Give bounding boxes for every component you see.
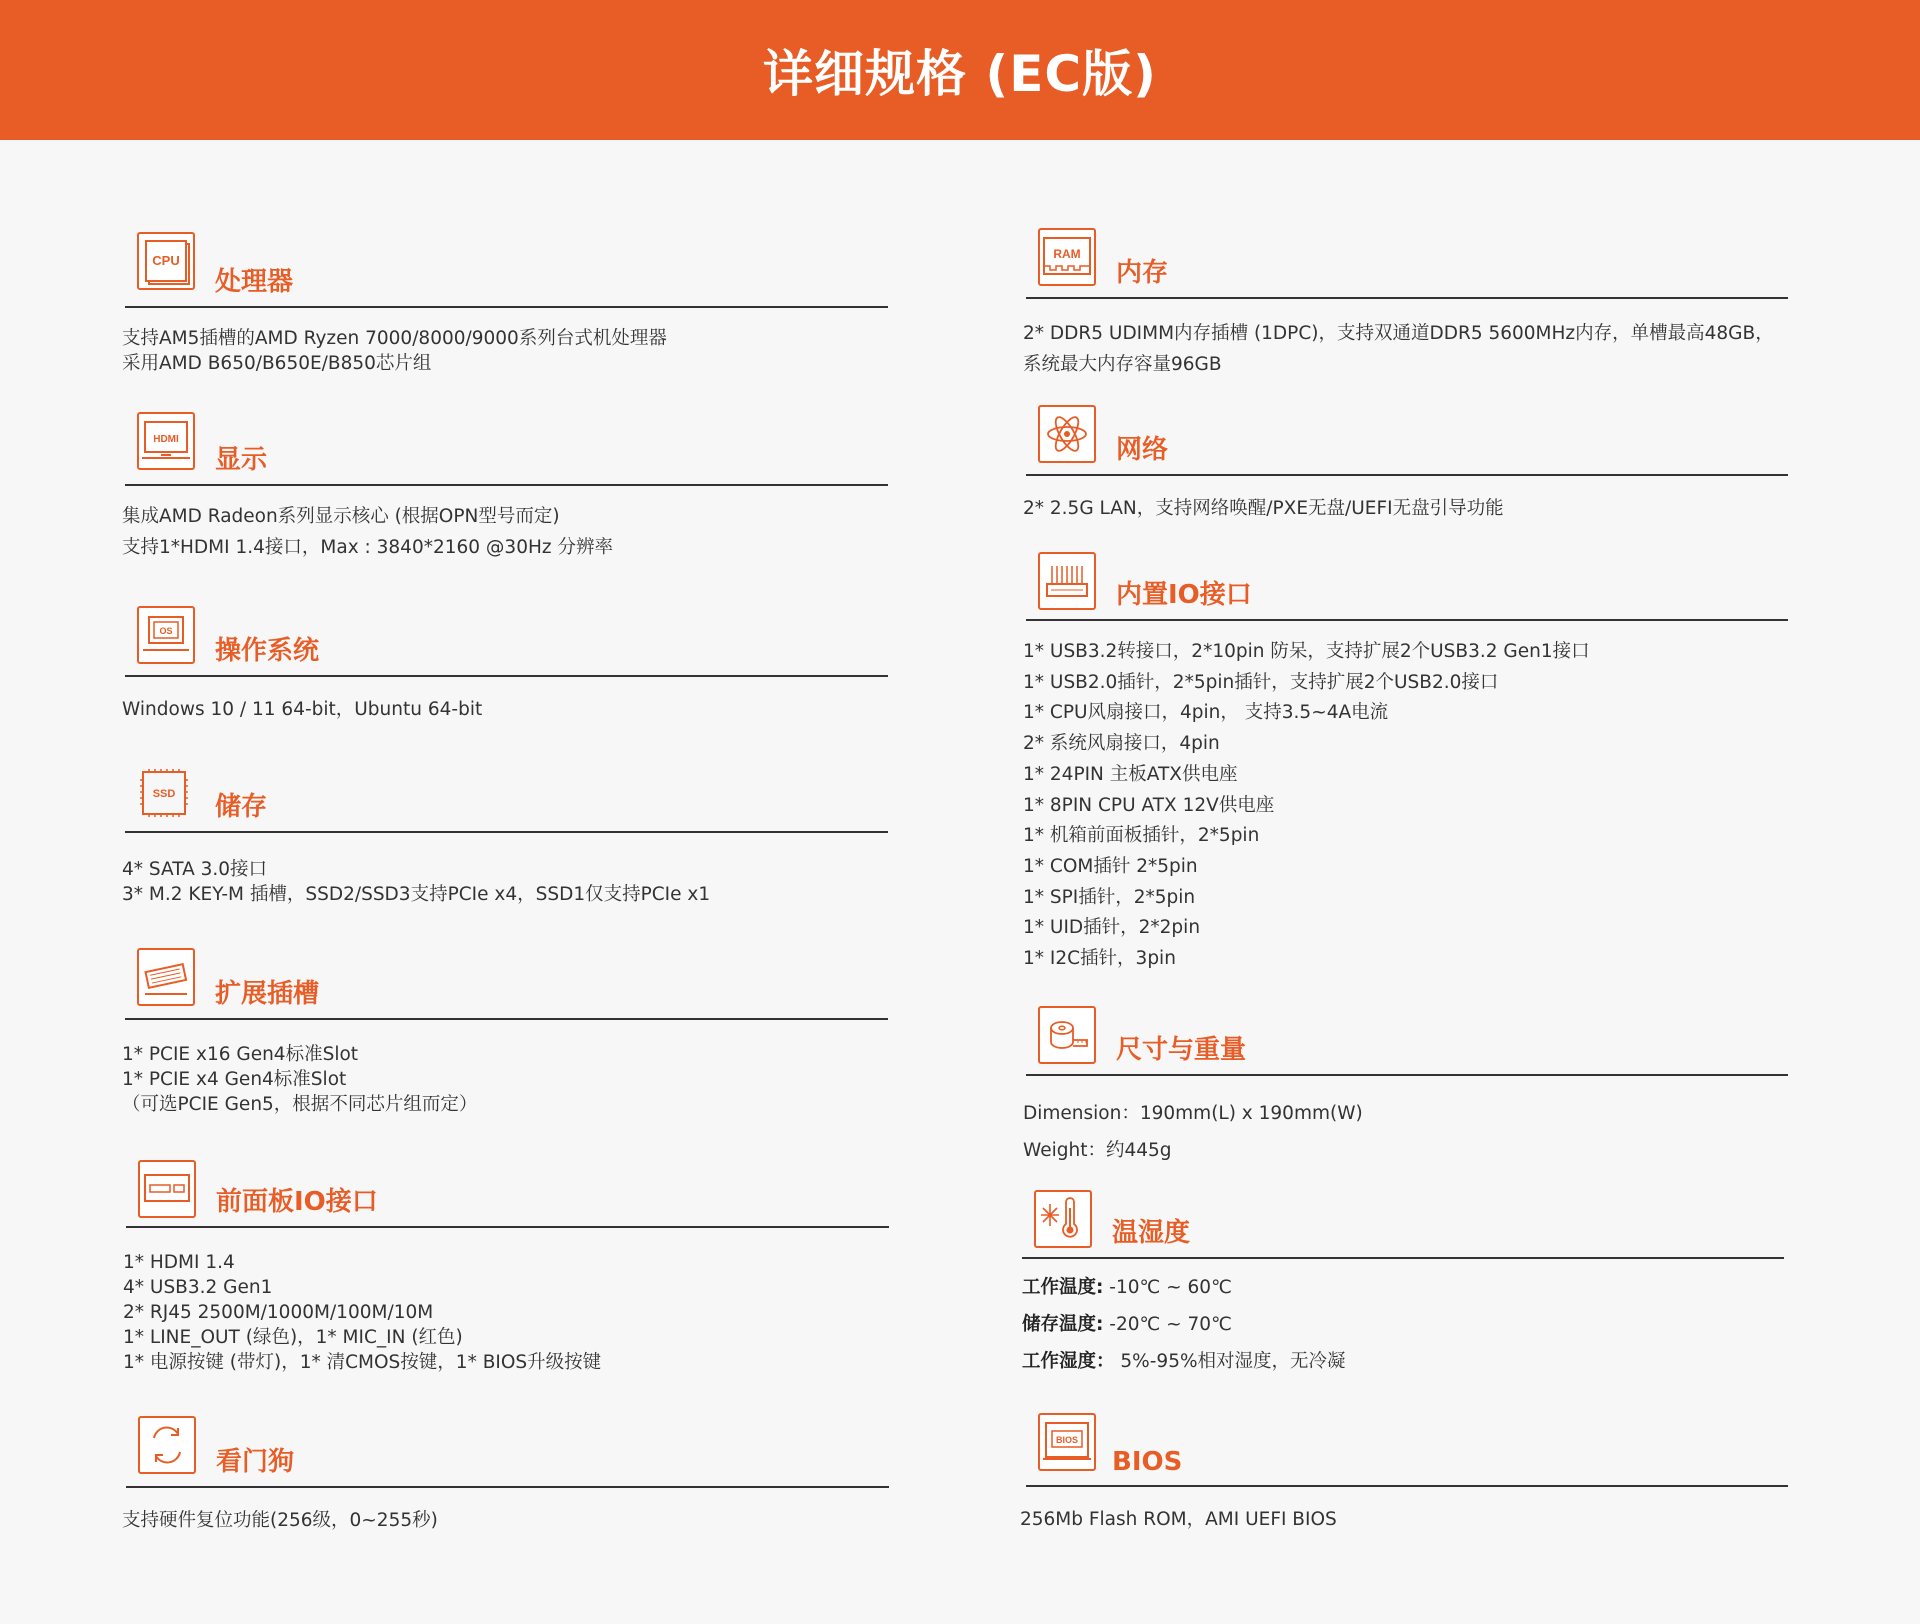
- network-atom-icon: [1038, 405, 1096, 463]
- spec-line: 2* RJ45 2500M/1000M/100M/10M: [123, 1302, 434, 1323]
- svg-text:BIOS: BIOS: [1055, 1435, 1079, 1445]
- ram-icon: [1038, 228, 1096, 286]
- spec-line: 1* PCIE x16 Gen4标准Slot: [122, 1044, 359, 1065]
- page-title: 详细规格 (EC版): [763, 45, 1157, 103]
- section-title-environment: 温湿度: [1112, 1218, 1191, 1248]
- env-row: [1022, 1306, 1784, 1343]
- section-title-cpu: 处理器: [215, 267, 294, 297]
- section-memory: [1023, 228, 1788, 380]
- spec-line: 4* SATA 3.0接口: [122, 859, 268, 880]
- spec-line: 1* 电源按键 (带灯)，1* 清CMOS按键，1* BIOS升级按键: [123, 1352, 602, 1373]
- spec-line: 1* HDMI 1.4: [123, 1252, 235, 1273]
- env-label: 工作湿度：: [1022, 1351, 1115, 1372]
- section-expansion: [122, 948, 888, 1117]
- spec-line: 系统最大内存容量96GB: [1023, 353, 1222, 375]
- section-body: [1023, 637, 1788, 975]
- spec-line: 2* DDR5 UDIMM内存插槽 (1DPC)，支持双通道DDR5 5600MHz内存，单槽最高48GB，: [1023, 323, 1774, 344]
- section-body: [122, 326, 888, 376]
- section-body: [123, 1250, 889, 1375]
- env-label: 工作温度:: [1022, 1277, 1104, 1298]
- svg-text:CPU: CPU: [152, 253, 180, 268]
- svg-text:OS: OS: [159, 626, 173, 636]
- section-dimensions: [1023, 1006, 1788, 1169]
- section-body: [1020, 1507, 1788, 1532]
- ssd-chip-icon: [137, 766, 195, 824]
- env-label: 储存温度:: [1022, 1314, 1104, 1335]
- section-body: [122, 1042, 888, 1117]
- section-header: [125, 606, 888, 677]
- section-title-storage: 储存: [215, 792, 268, 822]
- env-value: 5%-95%相对湿度，无冷凝: [1114, 1351, 1346, 1372]
- section-body: [1022, 1269, 1784, 1380]
- section-body: [122, 1508, 889, 1533]
- section-network: [1023, 405, 1788, 521]
- section-title-os: 操作系统: [215, 636, 320, 666]
- section-storage: [122, 766, 888, 907]
- section-header: [126, 1160, 889, 1228]
- thermometer-snowflake-icon: [1034, 1190, 1092, 1248]
- spec-line: 1* COM插针 2*5pin: [1023, 855, 1198, 877]
- section-internal-io: [1023, 552, 1788, 975]
- spec-line: 1* LINE_OUT (绿色)，1* MIC_IN (红色): [123, 1327, 463, 1348]
- spec-line: 1* I2C插针，3pin: [1023, 948, 1176, 970]
- section-title-expansion: 扩展插槽: [215, 979, 320, 1009]
- section-header: [1026, 1006, 1788, 1076]
- section-body: [122, 857, 888, 907]
- section-header: [125, 766, 888, 833]
- section-body: [122, 697, 888, 722]
- spec-line: Dimension：190mm(L) x 190mm(W): [1023, 1103, 1363, 1124]
- svg-text:HDMI: HDMI: [153, 434, 179, 445]
- section-environment: [1022, 1190, 1784, 1380]
- section-title-front-io: 前面板IO接口: [216, 1187, 378, 1217]
- section-body: [1023, 496, 1788, 521]
- expansion-card-icon: [137, 948, 195, 1006]
- spec-line: 集成AMD Radeon系列显示核心 (根据OPN型号而定): [122, 506, 560, 527]
- section-front-io: [123, 1160, 889, 1375]
- section-title-memory: 内存: [1116, 258, 1169, 288]
- spec-line: Weight：约445g: [1023, 1140, 1172, 1161]
- page-header: [0, 0, 1920, 140]
- section-header: [1026, 405, 1788, 476]
- spec-line: （可选PCIE Gen5，根据不同芯片组而定）: [122, 1094, 478, 1115]
- spec-line: Windows 10 / 11 64-bit，Ubuntu 64-bit: [122, 699, 483, 720]
- section-os: [122, 606, 888, 722]
- svg-text:SSD: SSD: [152, 788, 176, 800]
- spec-line: 支持AM5插槽的AMD Ryzen 7000/8000/9000系列台式机处理器: [122, 328, 667, 349]
- spec-line: 4* USB3.2 Gen1: [123, 1277, 273, 1298]
- section-title-watchdog: 看门狗: [216, 1447, 295, 1477]
- section-bios: [1020, 1413, 1788, 1532]
- spec-line: 3* M.2 KEY-M 插槽，SSD2/SSD3支持PCIe x4，SSD1仅支持PCIe x1: [122, 884, 711, 905]
- section-body: [1023, 1095, 1788, 1169]
- spec-line: 1* 机箱前面板插针，2*5pin: [1023, 825, 1260, 847]
- spec-line: 2* 系统风扇接口，4pin: [1023, 733, 1220, 755]
- spec-line: 1* CPU风扇接口，4pin， 支持3.5~4A电流: [1023, 702, 1389, 724]
- spec-line: 1* 8PIN CPU ATX 12V供电座: [1023, 794, 1275, 816]
- spec-line: 256Mb Flash ROM，AMI UEFI BIOS: [1020, 1509, 1337, 1530]
- section-header: [1026, 228, 1788, 299]
- spec-line: 采用AMD B650/B650E/B850芯片组: [122, 353, 432, 374]
- spec-line: 支持1*HDMI 1.4接口，Max : 3840*2160 @30Hz 分辨率: [122, 537, 613, 558]
- spec-line: 1* USB3.2转接口，2*10pin 防呆，支持扩展2个USB3.2 Gen1接口: [1023, 641, 1590, 662]
- section-header: [1026, 1413, 1788, 1487]
- env-value: -10℃ ~ 60℃: [1103, 1277, 1232, 1298]
- spec-line: 1* SPI插针，2*5pin: [1023, 886, 1196, 908]
- section-header: [125, 232, 888, 308]
- section-body: [1023, 319, 1788, 380]
- section-title-dimensions: 尺寸与重量: [1116, 1035, 1247, 1065]
- section-body: [122, 501, 888, 563]
- section-cpu: [122, 232, 888, 376]
- hdmi-monitor-icon: [137, 412, 195, 470]
- svg-text:RAM: RAM: [1053, 247, 1081, 261]
- section-header: [1026, 552, 1788, 621]
- section-title-network: 网络: [1116, 435, 1169, 465]
- section-title-internal-io: 内置IO接口: [1116, 580, 1252, 610]
- spec-line: 2* 2.5G LAN，支持网络唤醒/PXE无盘/UEFI无盘引导功能: [1023, 498, 1504, 519]
- cpu-icon: [137, 232, 195, 290]
- front-panel-icon: [138, 1160, 196, 1218]
- spec-line: 1* 24PIN 主板ATX供电座: [1023, 763, 1238, 785]
- env-value: -20℃ ~ 70℃: [1103, 1314, 1232, 1335]
- spec-line: 1* PCIE x4 Gen4标准Slot: [122, 1069, 347, 1090]
- section-title-display: 显示: [215, 445, 268, 475]
- section-header: [126, 1416, 889, 1488]
- section-header: [1022, 1190, 1784, 1259]
- section-title-bios: BIOS: [1112, 1447, 1183, 1477]
- os-laptop-icon: [137, 606, 195, 664]
- spec-line: 1* USB2.0插针，2*5pin插针，支持扩展2个USB2.0接口: [1023, 671, 1499, 693]
- bios-chip-icon: [1038, 1413, 1096, 1471]
- spec-line: 支持硬件复位功能(256级，0~255秒): [122, 1510, 438, 1531]
- env-row: [1022, 1343, 1784, 1380]
- tape-measure-icon: [1038, 1006, 1096, 1064]
- spec-line: 1* UID插针，2*2pin: [1023, 917, 1201, 939]
- env-row: [1022, 1269, 1784, 1306]
- internal-io-header-icon: [1038, 552, 1096, 610]
- section-header: [125, 412, 888, 486]
- section-watchdog: [122, 1416, 889, 1533]
- section-header: [125, 948, 888, 1020]
- watchdog-refresh-icon: [138, 1416, 196, 1474]
- section-display: [122, 412, 888, 563]
